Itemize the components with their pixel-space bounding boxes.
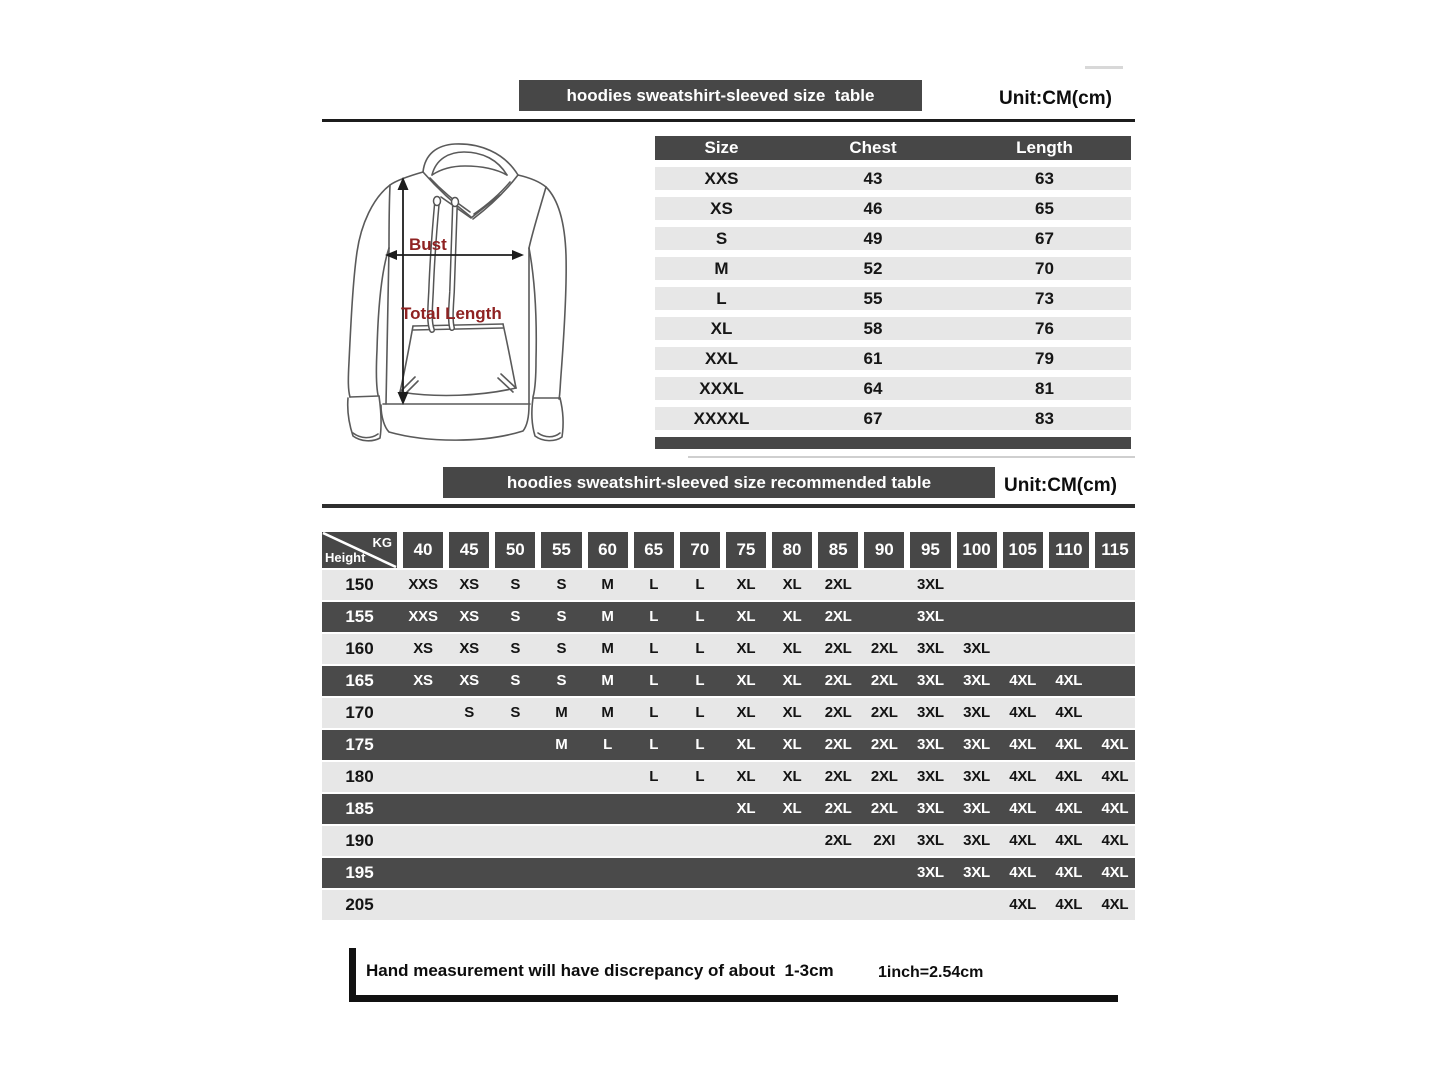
- size-recommendation-cell: L: [603, 736, 613, 753]
- height-row-165: [322, 666, 1135, 696]
- size-recommendation-cell: S: [510, 672, 521, 689]
- height-label: 175: [345, 735, 374, 754]
- corner-kg-label: KG: [372, 535, 392, 550]
- height-row-175: [322, 730, 1135, 760]
- weight-header-50: 50: [495, 532, 535, 568]
- size-recommendation-cell: 3XL: [916, 672, 944, 689]
- measurement-note: Hand measurement will have discrepancy of about 1-3cm: [366, 961, 834, 980]
- size-recommendation-cell: XL: [782, 576, 802, 593]
- empty-cell: [772, 826, 812, 856]
- size-recommendation-cell: 2XL: [824, 640, 852, 657]
- size-recommendation-cell: 4XL: [1009, 864, 1037, 881]
- size-recommendation-cell: 2XL: [870, 736, 898, 753]
- chest-cell: 52: [863, 259, 883, 278]
- size-recommendation-cell: XL: [782, 768, 802, 785]
- total-length-label: Total Length: [401, 304, 502, 323]
- height-row-150: [322, 570, 1135, 600]
- height-row-185: [322, 794, 1135, 824]
- size-row-m: [655, 257, 1131, 280]
- empty-cell: [495, 794, 535, 824]
- empty-cell: [1003, 602, 1043, 632]
- divider-rule-1: [322, 119, 1135, 122]
- empty-cell: [403, 698, 443, 728]
- size-recommendation-cell: M: [601, 640, 614, 657]
- empty-cell: [541, 890, 581, 920]
- size-recommendation-cell: XXS: [408, 576, 438, 593]
- chest-cell: 64: [863, 379, 883, 398]
- size-recommendation-cell: 3XL: [963, 832, 991, 849]
- empty-cell: [818, 858, 858, 888]
- empty-cell: [1095, 570, 1135, 600]
- empty-cell: [588, 890, 628, 920]
- size-recommendation-cell: 4XL: [1101, 768, 1129, 785]
- size-recommendation-cell: 4XL: [1101, 896, 1129, 913]
- size-recommendation-cell: L: [695, 768, 705, 785]
- weight-header-40: 40: [403, 532, 443, 568]
- height-row-170: [322, 698, 1135, 728]
- size-recommendation-cell: M: [601, 672, 614, 689]
- length-cell: 73: [1035, 289, 1054, 308]
- size-recommendation-cell: S: [556, 672, 567, 689]
- height-row-190: [322, 826, 1135, 856]
- empty-cell: [588, 858, 628, 888]
- size-recommendation-cell: M: [555, 736, 568, 753]
- matrix-header-row: [322, 532, 1135, 568]
- length-cell: 79: [1035, 349, 1054, 368]
- empty-cell: [910, 890, 950, 920]
- height-row-205: [322, 890, 1135, 920]
- empty-cell: [864, 890, 904, 920]
- empty-cell: [1003, 570, 1043, 600]
- size-recommendation-cell: XS: [459, 576, 479, 593]
- size-recommendation-cell: 3XL: [916, 640, 944, 657]
- size-recommendation-cell: 3XL: [916, 576, 944, 593]
- empty-cell: [449, 858, 489, 888]
- empty-cell: [495, 826, 535, 856]
- empty-cell: [680, 826, 720, 856]
- size-row-xl: [655, 317, 1131, 340]
- size-recommendation-cell: S: [510, 608, 521, 625]
- empty-cell: [1095, 698, 1135, 728]
- empty-cell: [957, 602, 997, 632]
- empty-cell: [726, 890, 766, 920]
- size-recommendation-cell: XL: [782, 736, 802, 753]
- empty-cell: [680, 794, 720, 824]
- size-recommendation-cell: 4XL: [1009, 736, 1037, 753]
- size-recommendation-cell: 4XL: [1101, 736, 1129, 753]
- empty-cell: [403, 826, 443, 856]
- size-recommendation-cell: L: [695, 672, 705, 689]
- empty-cell: [1049, 602, 1089, 632]
- empty-cell: [449, 826, 489, 856]
- length-cell: 67: [1035, 229, 1054, 248]
- size-recommendation-cell: M: [601, 608, 614, 625]
- size-recommendation-cell: 3XL: [916, 864, 944, 881]
- length-cell: 83: [1035, 409, 1054, 428]
- size-recommendation-cell: 3XL: [916, 768, 944, 785]
- size-row-xxxl: [655, 377, 1131, 400]
- size-recommendation-cell: XL: [782, 608, 802, 625]
- chest-cell: 46: [863, 199, 883, 218]
- size-recommendation-cell: 4XL: [1009, 704, 1037, 721]
- size-recommendation-cell: 3XL: [916, 608, 944, 625]
- size-table: [655, 136, 1131, 449]
- size-recommendation-cell: 3XL: [963, 768, 991, 785]
- empty-cell: [588, 762, 628, 792]
- size-recommendation-cell: 4XL: [1055, 704, 1083, 721]
- size-cell: XXXXL: [693, 409, 750, 428]
- size-recommendation-cell: XL: [736, 736, 756, 753]
- size-recommendation-cell: 4XL: [1009, 800, 1037, 817]
- size-recommendation-cell: 4XL: [1101, 832, 1129, 849]
- size-recommendation-cell: 3XL: [963, 864, 991, 881]
- size-recommendation-cell: S: [510, 576, 521, 593]
- empty-cell: [726, 858, 766, 888]
- size-recommendation-cell: 4XL: [1055, 736, 1083, 753]
- size-table-title-bar: [519, 80, 922, 111]
- size-row-xxs: [655, 167, 1131, 190]
- size-recommendation-cell: XL: [736, 704, 756, 721]
- unit-label-1: Unit:CM(cm): [999, 88, 1112, 109]
- empty-cell: [1095, 634, 1135, 664]
- size-recommendation-cell: L: [695, 704, 705, 721]
- size-cell: XS: [710, 199, 733, 218]
- weight-header-65: 65: [634, 532, 674, 568]
- size-recommendation-cell: 3XL: [963, 672, 991, 689]
- size-recommendation-cell: 3XL: [963, 704, 991, 721]
- size-recommendation-cell: 3XL: [916, 736, 944, 753]
- chest-cell: 55: [863, 289, 883, 308]
- size-recommendation-cell: 4XL: [1055, 864, 1083, 881]
- empty-cell: [957, 890, 997, 920]
- empty-cell: [588, 794, 628, 824]
- size-recommendation-cell: S: [556, 608, 567, 625]
- empty-cell: [634, 858, 674, 888]
- size-recommendation-cell: XS: [413, 640, 433, 657]
- weight-header-90: 90: [864, 532, 904, 568]
- empty-cell: [1049, 634, 1089, 664]
- size-recommendation-cell: XL: [736, 608, 756, 625]
- size-recommendation-cell: L: [695, 608, 705, 625]
- weight-header-100: 100: [957, 532, 997, 568]
- size-recommendation-cell: 2XL: [824, 768, 852, 785]
- size-row-xs: [655, 197, 1131, 220]
- empty-cell: [864, 570, 904, 600]
- size-recommendation-cell: M: [555, 704, 568, 721]
- height-label: 170: [345, 703, 374, 722]
- empty-cell: [449, 794, 489, 824]
- empty-cell: [634, 794, 674, 824]
- height-row-155: [322, 602, 1135, 632]
- size-recommendation-cell: XS: [459, 640, 479, 657]
- empty-cell: [1049, 570, 1089, 600]
- size-recommendation-cell: S: [556, 576, 567, 593]
- height-row-195: [322, 858, 1135, 888]
- empty-cell: [495, 890, 535, 920]
- empty-cell: [403, 762, 443, 792]
- length-cell: 81: [1035, 379, 1054, 398]
- size-recommendation-cell: 4XL: [1009, 768, 1037, 785]
- size-recommendation-cell: 3XL: [916, 832, 944, 849]
- size-row-l: [655, 287, 1131, 310]
- chest-cell: 67: [863, 409, 883, 428]
- footer-border-vertical: [349, 948, 356, 1002]
- size-recommendation-cell: XL: [782, 640, 802, 657]
- size-recommendation-cell: 2XL: [824, 832, 852, 849]
- empty-cell: [449, 762, 489, 792]
- chest-cell: 61: [863, 349, 883, 368]
- empty-cell: [541, 762, 581, 792]
- size-recommendation-cell: L: [649, 576, 659, 593]
- size-recommendation-cell: XL: [736, 576, 756, 593]
- size-recommendation-cell: S: [464, 704, 475, 721]
- empty-cell: [864, 602, 904, 632]
- size-recommendation-cell: XL: [736, 640, 756, 657]
- empty-cell: [1095, 602, 1135, 632]
- height-label: 205: [345, 895, 374, 914]
- size-recommendation-cell: XS: [459, 608, 479, 625]
- size-row-s: [655, 227, 1131, 250]
- size-recommendation-cell: 4XL: [1009, 896, 1037, 913]
- size-cell: L: [716, 289, 727, 308]
- empty-cell: [403, 794, 443, 824]
- size-cell: S: [715, 229, 728, 248]
- size-recommendation-cell: 4XL: [1101, 800, 1129, 817]
- weight-header-60: 60: [588, 532, 628, 568]
- empty-cell: [541, 826, 581, 856]
- bust-label: Bust: [409, 235, 447, 254]
- size-recommendation-cell: 2XL: [824, 704, 852, 721]
- length-cell: 65: [1035, 199, 1054, 218]
- recommended-table-title-bar: [443, 467, 995, 498]
- weight-header-45: 45: [449, 532, 489, 568]
- size-recommendation-cell: 2XL: [824, 672, 852, 689]
- size-recommendation-cell: 2XL: [870, 640, 898, 657]
- weight-header-85: 85: [818, 532, 858, 568]
- size-recommendation-cell: L: [649, 736, 659, 753]
- scan-artifact-line: [688, 456, 1135, 458]
- column-header-length: Length: [1016, 138, 1073, 157]
- empty-cell: [1095, 666, 1135, 696]
- weight-header-70: 70: [680, 532, 720, 568]
- size-recommendation-cell: S: [510, 704, 521, 721]
- weight-header-110: 110: [1049, 532, 1089, 568]
- empty-cell: [772, 858, 812, 888]
- empty-cell: [818, 890, 858, 920]
- total-length-arrow: [398, 177, 409, 405]
- weight-header-105: 105: [1003, 532, 1043, 568]
- empty-cell: [634, 890, 674, 920]
- size-recommendation-cell: 2XL: [870, 800, 898, 817]
- height-label: 180: [345, 767, 374, 786]
- size-recommendation-cell: 2XL: [870, 672, 898, 689]
- size-recommendation-cell: 4XL: [1055, 768, 1083, 785]
- size-row-xxxxl: [655, 407, 1131, 430]
- size-recommendation-cell: XL: [736, 800, 756, 817]
- size-recommendation-cell: 3XL: [963, 800, 991, 817]
- height-row-180: [322, 762, 1135, 792]
- empty-cell: [495, 762, 535, 792]
- weight-header-95: 95: [910, 532, 950, 568]
- empty-cell: [541, 794, 581, 824]
- length-cell: 76: [1035, 319, 1054, 338]
- chest-cell: 43: [863, 169, 883, 188]
- size-recommendation-cell: 2XL: [824, 736, 852, 753]
- height-label: 150: [345, 575, 374, 594]
- recommended-table-title: hoodies sweatshirt-sleeved size recommended table: [506, 472, 932, 492]
- recommendation-matrix: [322, 532, 1135, 922]
- size-recommendation-cell: M: [601, 704, 614, 721]
- hoodie-outline: [348, 144, 566, 441]
- size-recommendation-cell: L: [649, 704, 659, 721]
- weight-header-80: 80: [772, 532, 812, 568]
- size-recommendation-cell: XL: [736, 768, 756, 785]
- size-recommendation-cell: XS: [413, 672, 433, 689]
- empty-cell: [772, 890, 812, 920]
- height-label: 155: [345, 607, 374, 626]
- matrix-body: [322, 570, 1135, 920]
- empty-cell: [957, 570, 997, 600]
- size-recommendation-cell: L: [695, 640, 705, 657]
- size-recommendation-cell: 4XL: [1101, 864, 1129, 881]
- size-recommendation-cell: XL: [782, 704, 802, 721]
- divider-rule-2: [322, 504, 1135, 508]
- weight-header-75: 75: [726, 532, 766, 568]
- size-recommendation-cell: 4XL: [1055, 832, 1083, 849]
- empty-cell: [864, 858, 904, 888]
- chest-cell: 58: [863, 319, 883, 338]
- corner-height-label: Height: [325, 550, 366, 565]
- size-cell: M: [714, 259, 729, 278]
- empty-cell: [680, 890, 720, 920]
- matrix-corner-cell: [322, 532, 397, 568]
- weight-header-115: 115: [1095, 532, 1135, 568]
- empty-cell: [449, 890, 489, 920]
- height-label: 160: [345, 639, 374, 658]
- size-recommendation-cell: S: [556, 640, 567, 657]
- empty-cell: [726, 826, 766, 856]
- empty-cell: [449, 730, 489, 760]
- height-row-160: [322, 634, 1135, 664]
- size-cell: XXL: [704, 349, 739, 368]
- size-table-header: [655, 136, 1131, 160]
- size-table-body: [655, 167, 1131, 430]
- size-recommendation-cell: 4XL: [1009, 832, 1037, 849]
- size-recommendation-cell: 4XL: [1055, 672, 1083, 689]
- column-header-chest: Chest: [849, 138, 897, 157]
- size-row-xxl: [655, 347, 1131, 370]
- size-recommendation-cell: 3XL: [963, 736, 991, 753]
- size-recommendation-cell: 2XL: [824, 608, 852, 625]
- size-recommendation-cell: M: [601, 576, 614, 593]
- hoodie-diagram: [333, 140, 575, 452]
- chest-cell: 49: [863, 229, 883, 248]
- size-recommendation-cell: XS: [459, 672, 479, 689]
- inch-conversion-note: 1inch=2.54cm: [878, 964, 984, 981]
- size-recommendation-cell: 4XL: [1009, 672, 1037, 689]
- size-recommendation-cell: 3XL: [916, 704, 944, 721]
- size-recommendation-cell: 2XL: [870, 704, 898, 721]
- empty-cell: [634, 826, 674, 856]
- size-cell: XL: [710, 319, 733, 338]
- empty-cell: [495, 858, 535, 888]
- size-cell: XXS: [704, 169, 739, 188]
- empty-cell: [541, 858, 581, 888]
- height-label: 190: [345, 831, 374, 850]
- size-recommendation-cell: 2XI: [873, 832, 896, 849]
- size-recommendation-cell: L: [649, 640, 659, 657]
- size-recommendation-cell: 4XL: [1055, 800, 1083, 817]
- size-recommendation-cell: L: [649, 768, 659, 785]
- scan-artifact-line: [1085, 66, 1123, 69]
- column-header-size: Size: [704, 138, 739, 157]
- length-cell: 70: [1035, 259, 1054, 278]
- height-label: 195: [345, 863, 374, 882]
- size-recommendation-cell: XL: [782, 672, 802, 689]
- empty-cell: [403, 858, 443, 888]
- empty-cell: [680, 858, 720, 888]
- length-cell: 63: [1035, 169, 1054, 188]
- height-label: 165: [345, 671, 374, 690]
- size-recommendation-cell: XL: [736, 672, 756, 689]
- empty-cell: [495, 730, 535, 760]
- size-recommendation-cell: L: [649, 672, 659, 689]
- empty-cell: [588, 826, 628, 856]
- size-recommendation-cell: 2XL: [824, 576, 852, 593]
- size-recommendation-cell: 2XL: [824, 800, 852, 817]
- size-recommendation-cell: 4XL: [1055, 896, 1083, 913]
- size-recommendation-cell: 3XL: [916, 800, 944, 817]
- size-table-title: hoodies sweatshirt-sleeved size table: [566, 85, 875, 105]
- size-recommendation-cell: L: [649, 608, 659, 625]
- empty-cell: [403, 890, 443, 920]
- height-label: 185: [345, 799, 374, 818]
- size-cell: XXXL: [699, 379, 744, 398]
- size-recommendation-cell: 2XL: [870, 768, 898, 785]
- size-recommendation-cell: 3XL: [963, 640, 991, 657]
- size-recommendation-cell: L: [695, 576, 705, 593]
- footer-border-horizontal: [349, 995, 1118, 1002]
- size-table-footer-bar: [655, 437, 1131, 449]
- size-recommendation-cell: XL: [782, 800, 802, 817]
- size-recommendation-cell: L: [695, 736, 705, 753]
- empty-cell: [403, 730, 443, 760]
- size-recommendation-cell: S: [510, 640, 521, 657]
- empty-cell: [1003, 634, 1043, 664]
- hoodie-line-art: [333, 140, 575, 452]
- weight-header-55: 55: [541, 532, 581, 568]
- size-recommendation-cell: XXS: [408, 608, 438, 625]
- unit-label-2: Unit:CM(cm): [1004, 475, 1117, 496]
